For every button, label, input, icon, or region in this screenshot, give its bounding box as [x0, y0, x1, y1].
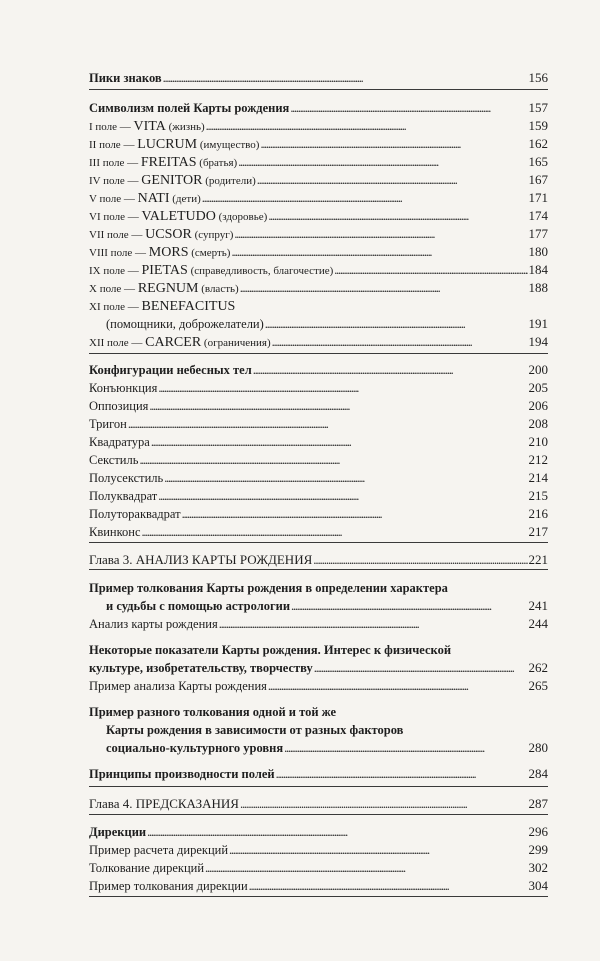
field-number: I поле —: [89, 121, 134, 133]
page-number: 174: [528, 208, 548, 223]
dot-leader: [268, 208, 527, 224]
section-divider: [89, 814, 548, 815]
dot-leader: [272, 334, 528, 350]
dot-leader: [291, 598, 527, 614]
latin-name: FREITAS: [140, 155, 197, 170]
field-meaning: (имущество): [197, 139, 260, 151]
toc-entry-title: [89, 226, 233, 243]
toc-entry-title: Квинконс: [89, 525, 141, 539]
dot-leader: [238, 154, 527, 170]
section-divider: [89, 896, 548, 897]
toc-entry-title: [89, 280, 239, 297]
page-number: 157: [528, 100, 548, 115]
toc-entry: [89, 118, 548, 135]
toc-entry: [89, 506, 548, 522]
page-number: 284: [528, 766, 548, 781]
page-number: 184: [528, 262, 548, 277]
field-number: V поле —: [89, 193, 138, 205]
toc-entry: [89, 616, 548, 632]
dot-leader: [139, 452, 527, 468]
toc-entry: [89, 398, 548, 414]
toc-entry-title: [89, 262, 333, 279]
field-number: VII поле —: [89, 229, 146, 241]
page-number: 191: [528, 316, 548, 331]
dot-leader: [151, 434, 528, 450]
toc-entry: [89, 208, 548, 225]
page-number: 244: [528, 616, 548, 631]
page-number: 214: [528, 470, 548, 485]
field-number: III поле —: [89, 157, 141, 169]
field-number: IX поле —: [89, 265, 142, 277]
latin-name: GENITOR: [141, 173, 203, 188]
page-number: 296: [528, 824, 548, 839]
dot-leader: [314, 660, 528, 676]
field-number: II поле —: [89, 139, 138, 151]
dot-leader: [231, 244, 527, 260]
latin-name: MORS: [148, 245, 189, 260]
toc-entry: [89, 280, 548, 297]
latin-name: BENEFACITUS: [141, 299, 236, 314]
toc-entry: [89, 704, 548, 720]
dot-leader: [205, 860, 527, 876]
page-number: 299: [528, 842, 548, 857]
page-number: 212: [528, 452, 548, 467]
dot-leader: [276, 766, 528, 782]
page-number: 304: [528, 878, 548, 893]
toc-entry-title: [89, 334, 271, 351]
toc-entry-title: Тригон: [89, 417, 127, 431]
latin-name: VITA: [133, 119, 166, 134]
dot-leader: [206, 118, 528, 134]
toc-entry: [89, 452, 548, 468]
toc-entry: [89, 524, 548, 540]
toc-entry-title: [89, 136, 259, 153]
dot-leader: [240, 280, 528, 296]
toc-entry-title: Пример толкования Карты рождения в определении характера: [89, 581, 448, 595]
page-number: 188: [528, 280, 548, 295]
toc-entry-title: [89, 190, 201, 207]
toc-entry: [106, 740, 548, 756]
section-divider: [89, 542, 548, 543]
toc-entry: [89, 298, 548, 315]
dot-leader: [219, 616, 528, 632]
toc-entry: [89, 70, 548, 86]
toc-entry-title: Толкование дирекций: [89, 861, 205, 875]
toc-entry-title: Полусекстиль: [89, 471, 164, 485]
dot-leader: [158, 488, 527, 504]
field-meaning: (братья): [196, 157, 238, 169]
toc-entry-title: [89, 118, 205, 135]
field-number: XI поле —: [89, 301, 142, 313]
toc-entry-title: Символизм полей Карты рождения: [89, 101, 290, 115]
page-number: 262: [528, 660, 548, 675]
toc-chapter-entry: [89, 552, 548, 568]
field-meaning: (здоровье): [215, 211, 268, 223]
toc-entry-title: Пики знаков: [89, 71, 162, 85]
field-number: XII поле —: [89, 337, 146, 349]
toc-entry: [89, 434, 548, 450]
dot-leader: [149, 398, 527, 414]
dot-leader: [284, 740, 527, 756]
toc-entry-title: [89, 298, 235, 315]
toc-entry: [89, 362, 548, 378]
field-meaning: (дети): [169, 193, 201, 205]
latin-name: NATI: [137, 191, 170, 206]
dot-leader: [240, 796, 528, 812]
toc-entry: [89, 380, 548, 396]
toc-entry: [89, 172, 548, 189]
dot-leader: [182, 506, 528, 522]
latin-name: PIETAS: [141, 263, 188, 278]
page-number: 241: [528, 598, 548, 613]
toc-entry-title: Квадратура: [89, 435, 150, 449]
toc-entry-title: Полутораквадрат: [89, 507, 181, 521]
page-number: 287: [528, 796, 548, 811]
field-meaning: (смерть): [188, 247, 231, 259]
page-number: 180: [528, 244, 548, 259]
toc-entry-title: Пример разного толкования одной и той же: [89, 705, 337, 719]
dot-leader: [202, 190, 528, 206]
section-divider: [89, 786, 548, 787]
dot-leader: [260, 136, 527, 152]
toc-entry: [89, 678, 548, 694]
dot-leader: [147, 824, 527, 840]
dot-leader: [249, 878, 528, 894]
toc-entry-title: Глава 3. АНАЛИЗ КАРТЫ РОЖДЕНИЯ: [89, 552, 313, 567]
toc-entry-title: культуре, изобретательству, творчеству: [89, 661, 313, 675]
dot-leader: [268, 678, 528, 694]
dot-leader: [334, 262, 527, 278]
field-number: X поле —: [89, 283, 138, 295]
toc-entry: [89, 860, 548, 876]
field-meaning: (жизнь): [165, 121, 205, 133]
page-number: 280: [528, 740, 548, 755]
toc-chapter-entry: [89, 796, 548, 812]
toc-entry: [89, 766, 548, 782]
toc-entry: [89, 136, 548, 153]
toc-entry-title: Глава 4. ПРЕДСКАЗАНИЯ: [89, 796, 239, 811]
toc-entry-title: и судьбы с помощью астрологии: [106, 599, 291, 613]
toc-entry-title: [89, 154, 237, 171]
latin-name: REGNUM: [137, 281, 199, 296]
toc-entry-title: Карты рождения в зависимости от разных факторов: [106, 723, 404, 737]
toc-entry: [89, 842, 548, 858]
toc-entry: [106, 722, 548, 738]
toc-entry-title: [89, 244, 230, 261]
latin-name: UCSOR: [145, 227, 192, 242]
section-divider: [89, 569, 548, 570]
toc-entry: [89, 878, 548, 894]
latin-name: CARCER: [145, 335, 202, 350]
toc-entry: [89, 416, 548, 432]
toc-entry-title: социально-культурного уровня: [106, 741, 284, 755]
toc-entry: [89, 470, 548, 486]
toc-entry-title: (помощники, доброжелатели): [106, 317, 264, 331]
field-number: IV поле —: [89, 175, 142, 187]
page-number: 221: [528, 552, 548, 567]
dot-leader: [257, 172, 528, 188]
toc-entry-title: Конфигурации небесных тел: [89, 363, 252, 377]
toc-entry: [89, 824, 548, 840]
page-number: 165: [528, 154, 548, 169]
field-meaning: (родители): [202, 175, 256, 187]
section-divider: [89, 353, 548, 354]
page-number: 177: [528, 226, 548, 241]
page-number: 162: [528, 136, 548, 151]
toc-entry: [89, 580, 548, 596]
toc-entry-title: Секстиль: [89, 453, 139, 467]
toc-entry: [106, 598, 548, 614]
toc-entry-title: Оппозиция: [89, 399, 149, 413]
toc-entry-title: [89, 208, 267, 225]
toc-entry-title: Некоторые показатели Карты рождения. Интерес к физической: [89, 643, 452, 657]
page-number: 210: [528, 434, 548, 449]
page-number: 167: [528, 172, 548, 187]
page-number: 171: [528, 190, 548, 205]
page-number: 217: [528, 524, 548, 539]
page-number: 159: [528, 118, 548, 133]
page-number: 265: [528, 678, 548, 693]
dot-leader: [234, 226, 527, 242]
dot-leader: [158, 380, 527, 396]
page-number: 156: [528, 70, 548, 85]
page-number: 208: [528, 416, 548, 431]
section-divider: [89, 89, 548, 90]
field-meaning: (ограничения): [201, 337, 271, 349]
toc-entry-title: Принципы производности полей: [89, 767, 275, 781]
field-meaning: (власть): [198, 283, 239, 295]
latin-name: LUCRUM: [137, 137, 198, 152]
toc-entry: [106, 316, 548, 332]
toc-entry: [89, 262, 548, 279]
page-number: 302: [528, 860, 548, 875]
dot-leader: [128, 416, 528, 432]
field-number: VIII поле —: [89, 247, 149, 259]
toc-entry-title: Дирекции: [89, 825, 147, 839]
dot-leader: [229, 842, 527, 858]
toc-entry-title: Полуквадрат: [89, 489, 158, 503]
field-meaning: (справедливость, благочестие): [187, 265, 334, 277]
dot-leader: [163, 70, 528, 86]
page-number: 205: [528, 380, 548, 395]
toc-entry: [89, 642, 548, 658]
field-meaning: (супруг): [191, 229, 234, 241]
toc-entry: [89, 660, 548, 676]
dot-leader: [313, 552, 527, 568]
dot-leader: [164, 470, 527, 486]
toc-entry: [89, 154, 548, 171]
dot-leader: [290, 100, 527, 116]
toc-entry: [89, 190, 548, 207]
toc-entry: [89, 334, 548, 351]
dot-leader: [265, 316, 528, 332]
toc-entry-title: Пример расчета дирекций: [89, 843, 229, 857]
toc-entry-title: [89, 172, 256, 189]
toc-entry: [89, 100, 548, 116]
toc-entry-title: Пример толкования дирекции: [89, 879, 248, 893]
page-number: 200: [528, 362, 548, 377]
field-number: VI поле —: [89, 211, 142, 223]
toc-entry: [89, 488, 548, 504]
toc-entry-title: Анализ карты рождения: [89, 617, 218, 631]
page-number: 194: [528, 334, 548, 349]
page-number: 216: [528, 506, 548, 521]
toc-entry: [89, 226, 548, 243]
page-number: 206: [528, 398, 548, 413]
page-number: 215: [528, 488, 548, 503]
toc-entry-title: Конъюнкция: [89, 381, 158, 395]
toc-entry: [89, 244, 548, 261]
toc-entry-title: Пример анализа Карты рождения: [89, 679, 267, 693]
dot-leader: [142, 524, 528, 540]
latin-name: VALETUDO: [141, 209, 216, 224]
dot-leader: [253, 362, 528, 378]
